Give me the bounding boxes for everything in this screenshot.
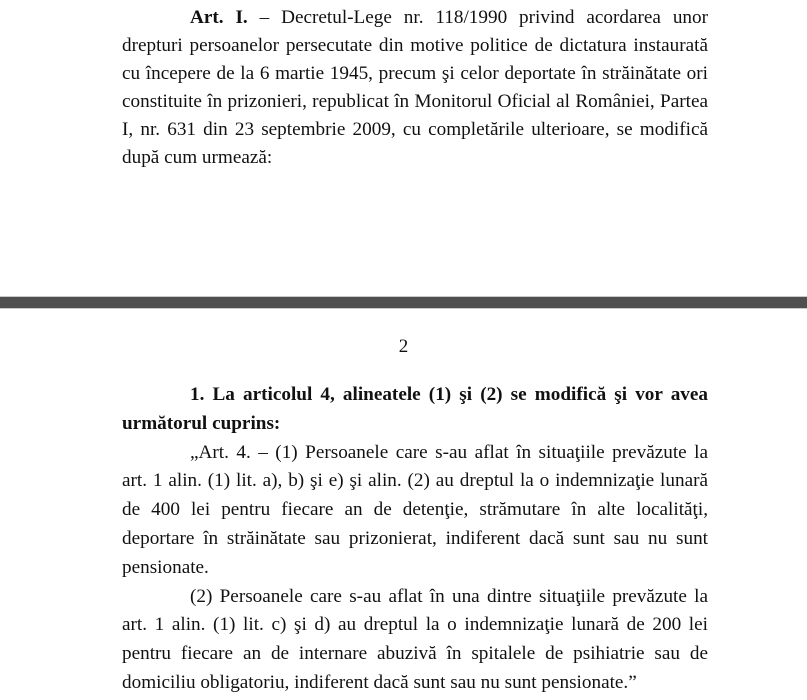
page-number: 2: [398, 336, 409, 357]
amendment-paragraph-1: „Art. 4. – (1) Persoanele care s-au aflat în situaţiile prevăzute la art. 1 alin. (1) lit. a), b) şi e) şi alin. (2) au dreptul la o indemnizaţie lunară de 400 lei pentru fiecare an de detenţie, strămutare în alte localităţi, deportare în străinătate sau prizonierat, indiferent dacă sunt sau nu sunt pensionate.: [122, 441, 708, 578]
page-separator: [0, 296, 807, 309]
document-page-1: [0, 0, 807, 297]
amendment-paragraph-2: (2) Persoanele care s-au aflat în una dintre situaţiile prevăzute la art. 1 alin. (1) lit. c) şi d) au dreptul la o indemnizaţie lunară de 200 lei pentru fiecare an de internare abuzivă în spitalele de psihiatrie sau de domiciliu obligatoriu, indiferent dacă sunt sau nu sunt pensionate.”: [122, 585, 708, 693]
amendment-block: [122, 381, 708, 698]
amendment-heading: 1. La articolul 4, alineatele (1) şi (2) se modifică şi vor avea următorul cuprins:: [122, 384, 708, 434]
article-intro-text: – Decretul-Lege nr. 118/1990 privind acordarea unor drepturi persoanelor persecutate din motive politice de dictatura instaurată cu începere de la 6 martie 1945, precum şi celor deportate în străinătate ori constituite în prizonieri, republicat în Monitorul Oficial al României, Partea I, nr. 631 din 23 septembrie 2009, cu completările ulterioare, se modifică după cum urmează:: [122, 7, 708, 168]
article-label: Art. I.: [190, 7, 248, 28]
article-intro-block: [122, 4, 708, 172]
article-intro-paragraph: [122, 4, 708, 172]
